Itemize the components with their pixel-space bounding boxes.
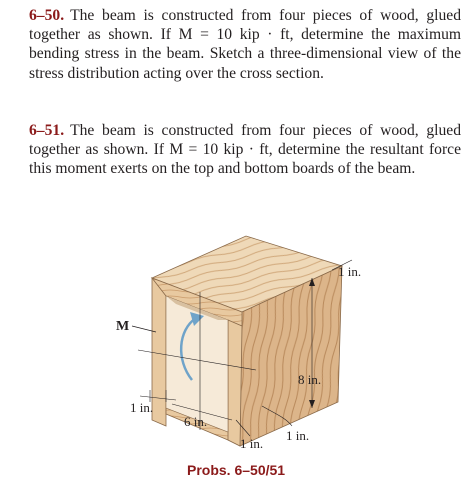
- problem-text: The beam is constructed from four pieces of wood, glued together as shown. If M = 10 kip · ft, determine the maximum bending stress in the beam. Sketch a three-dimensional view of the stress distribution acting over the cross section.: [29, 7, 461, 82]
- figure-caption: Probs. 6–50/51: [187, 462, 286, 478]
- dim-height: 8 in.: [298, 372, 322, 387]
- dim-right-thickness: 1 in.: [286, 428, 310, 443]
- problem-6-51: [29, 121, 461, 179]
- problem-number: 6–51.: [29, 122, 65, 139]
- dim-width: 6 in.: [184, 414, 208, 429]
- dim-bottom-thickness: 1 in.: [240, 436, 264, 451]
- problem-text: The beam is constructed from four pieces of wood, glued together as shown. If M = 10 kip · ft, determine the resultant force this moment exerts on the top and bottom boards of the beam.: [29, 122, 461, 178]
- problem-6-50: [29, 6, 461, 83]
- moment-label: M: [116, 319, 130, 334]
- beam-figure: [0, 222, 474, 496]
- problem-number: 6–50.: [29, 7, 65, 24]
- dim-top-right: 1 in.: [338, 264, 362, 279]
- dim-left-thickness: 1 in.: [130, 400, 154, 415]
- right-board-front: [228, 320, 242, 446]
- left-board-front: [152, 278, 166, 426]
